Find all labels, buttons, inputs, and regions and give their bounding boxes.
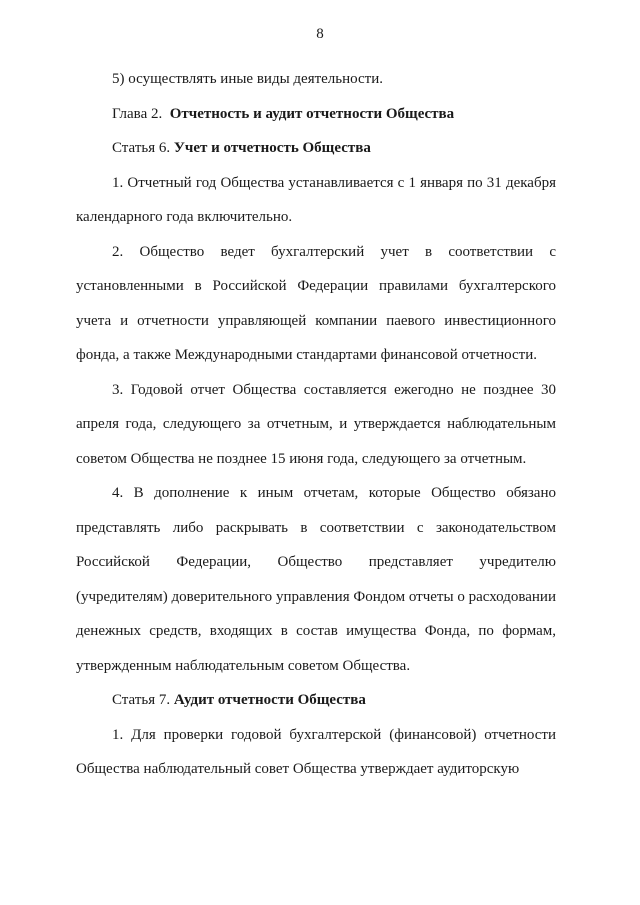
article-title: Аудит отчетности Общества [173, 692, 366, 708]
article-prefix: Статья 6. [112, 140, 171, 156]
article-prefix: Статья 7. [112, 692, 171, 708]
article-heading [76, 683, 556, 718]
paragraph-6-2: 2. Общество ведет бухгалтерский учет в соответствии с установленными в Российской Федерации правилами бухгалтерского учета и отчетности управляющей компании паевого инвестиционного фонда, а также Международными стандартами финансовой отчетности. [76, 243, 556, 363]
paragraph-6-4: 4. В дополнение к иным отчетам, которые Общество обязано представлять либо раскрывать в соответствии с законодательством Российской Федерации, Общество представляет учредителю (учредителям) доверительного управления Фондом отчеты о расходовании денежных средств, входящих в состав имущества Фонда, по формам, утвержденным наблюдательным советом Общества. [76, 485, 556, 674]
chapter-prefix: Глава 2. [112, 105, 163, 122]
article-title: Учет и отчетность Общества [173, 140, 371, 156]
list-item-5: 5) осуществлять иные виды деятельности. [112, 71, 384, 87]
paragraph-7-1: 1. Для проверки годовой бухгалтерской (финансовой) отчетности Общества наблюдательный совет Общества утверждает аудиторскую [76, 726, 556, 777]
document-body [76, 62, 556, 787]
article-heading [76, 131, 556, 166]
paragraph-6-1: 1. Отчетный год Общества устанавливается с 1 января по 31 декабря календарного года включительно. [76, 174, 556, 225]
chapter-heading [76, 97, 556, 132]
page-number: 8 [316, 26, 324, 42]
chapter-title: Отчетность и аудит отчетности Общества [169, 105, 455, 122]
paragraph-6-3: 3. Годовой отчет Общества составляется ежегодно не позднее 30 апреля года, следующего за отчетным, и утверждается наблюдательным советом Общества не позднее 15 июня года, следующего за отчетным. [76, 381, 556, 467]
